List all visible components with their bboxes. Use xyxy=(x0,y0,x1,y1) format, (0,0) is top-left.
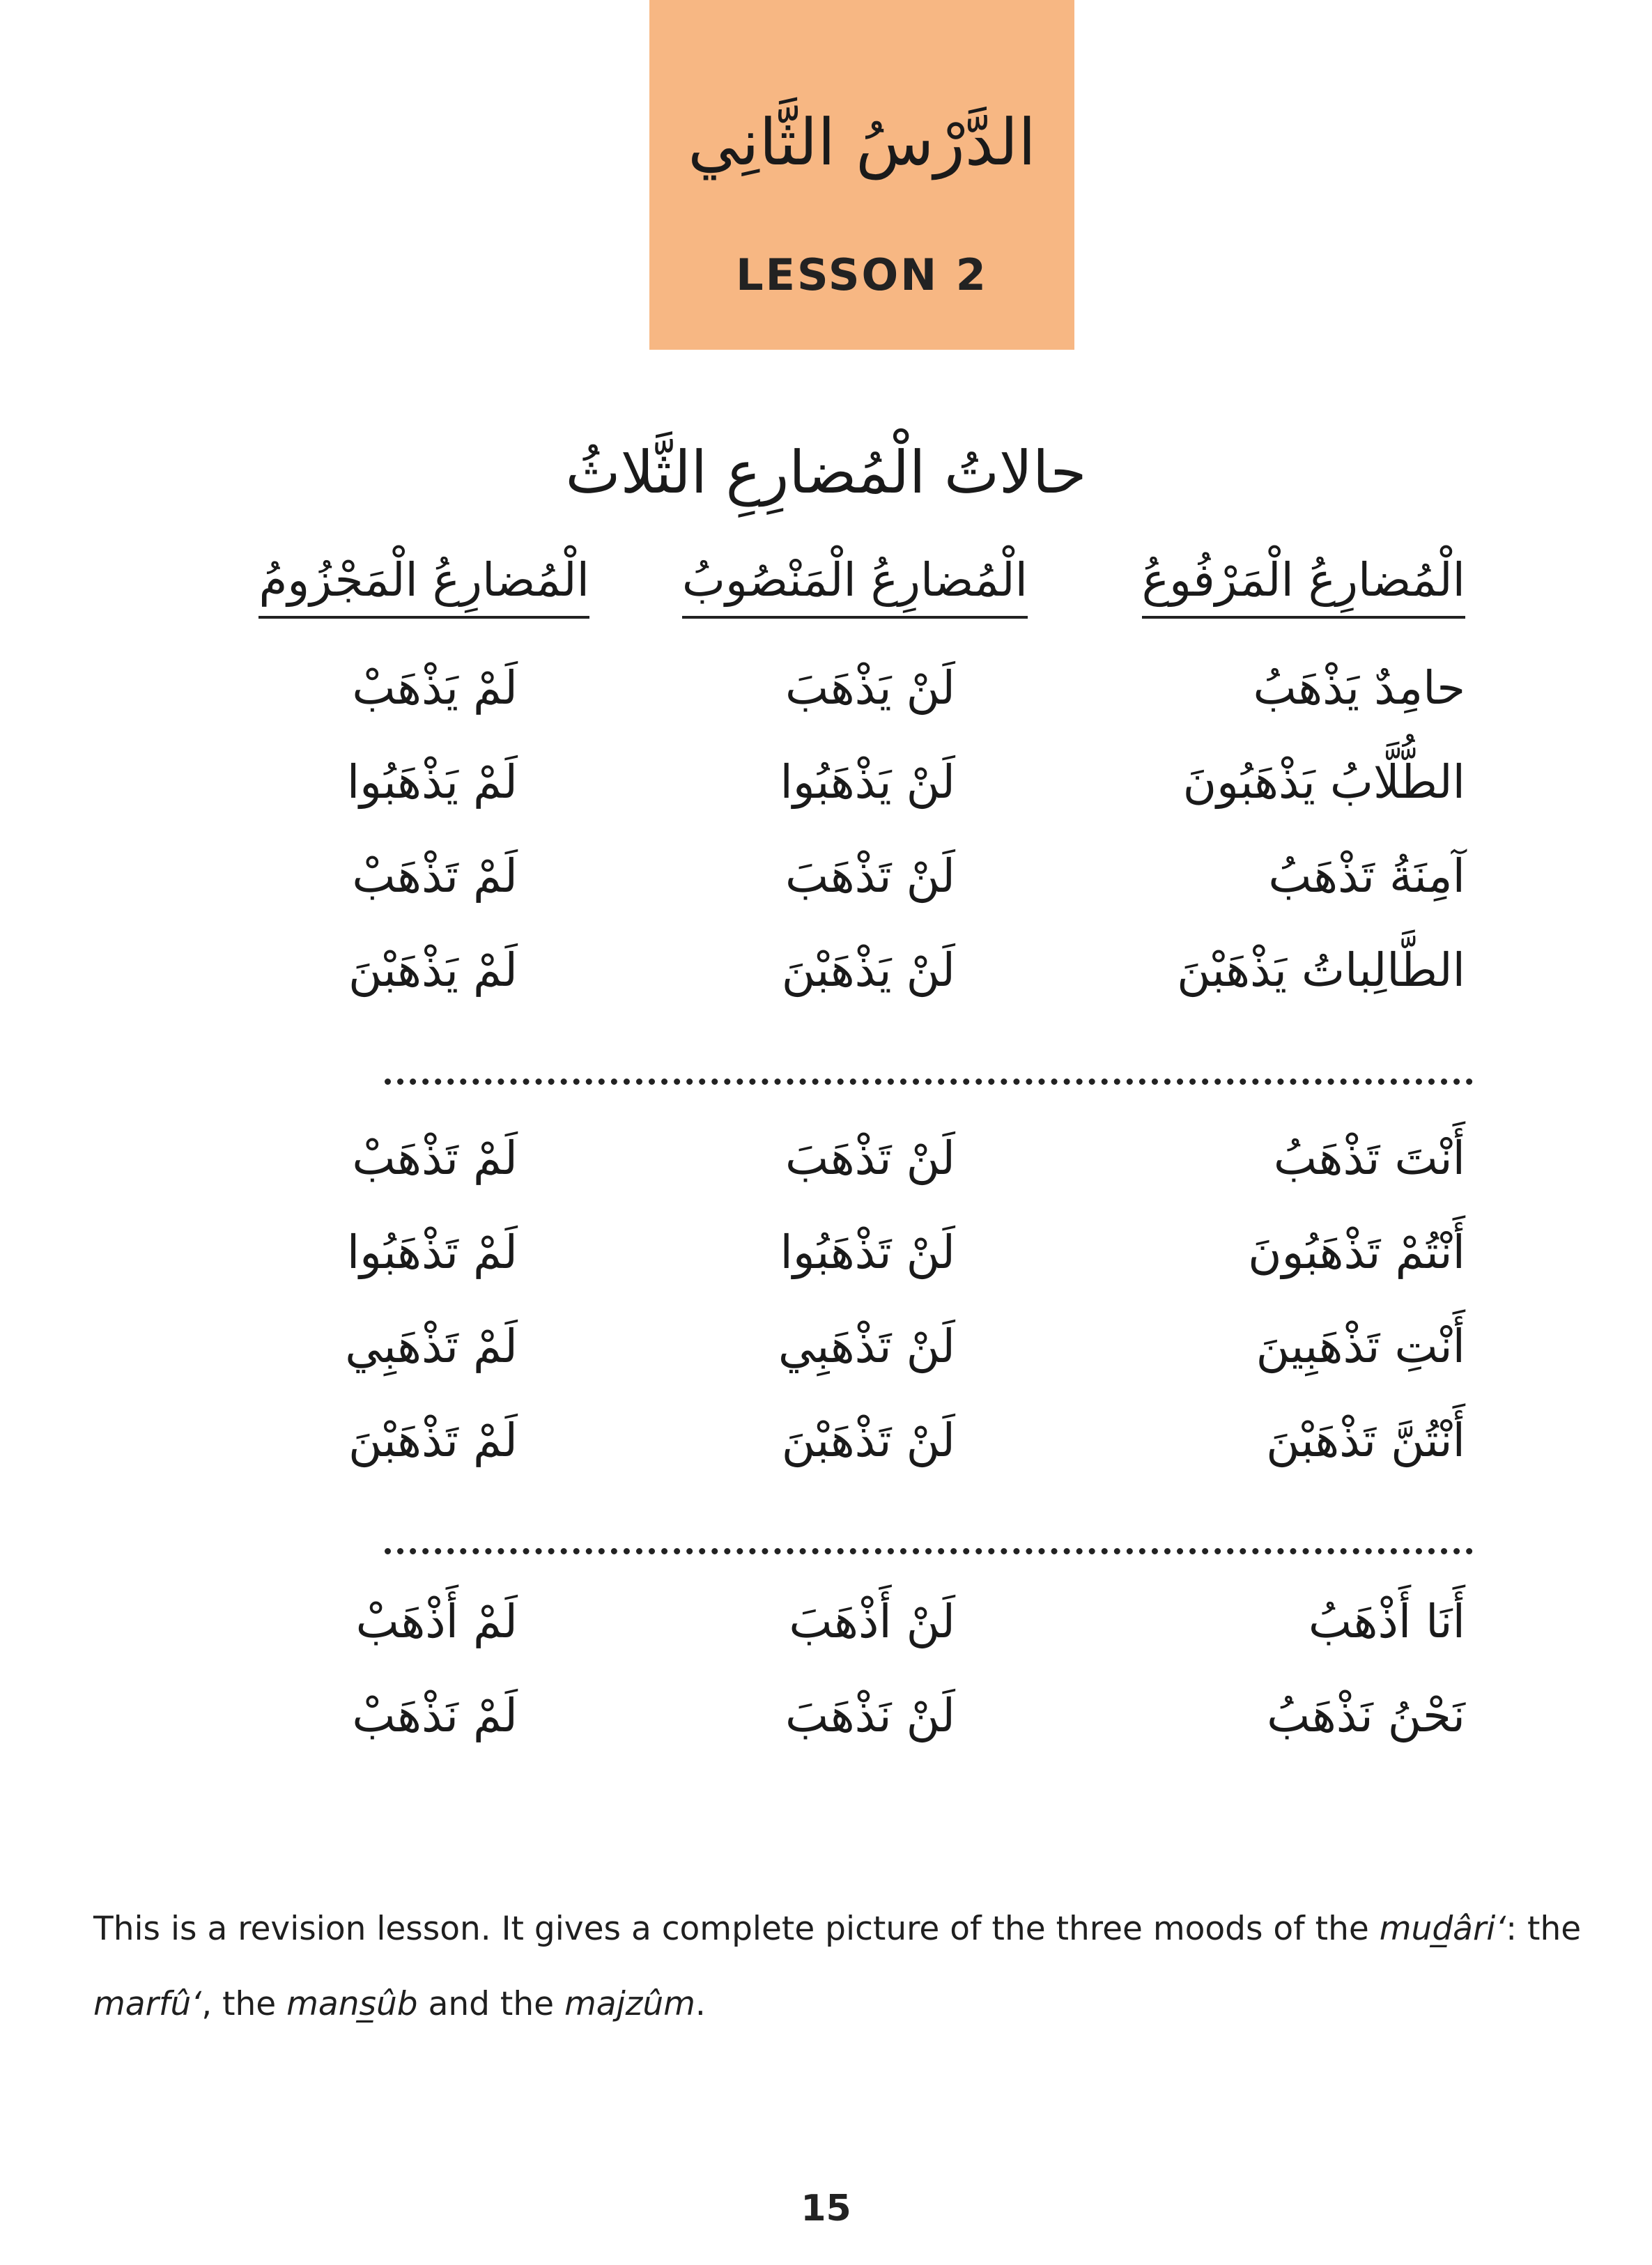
section-title: حالاتُ الْمُضارِعِ الثَّلاثُ xyxy=(565,438,1087,507)
table-row xyxy=(0,1223,1652,1306)
cell-marfu: آمِنَةُ تَذْهَبُ xyxy=(1268,849,1465,903)
cell-mansub: لَنْ يَذْهَبُوا xyxy=(780,755,955,809)
cell-marfu: أَنْتَ تَذْهَبُ xyxy=(1273,1131,1465,1185)
cell-majzum: لَمْ يَذْهَبْنَ xyxy=(348,943,518,997)
note-text-1: This is a revision lesson. It gives a complete picture of the three moods of the xyxy=(93,1910,1380,1948)
note-text-2: : the xyxy=(1506,1910,1582,1948)
cell-mansub: لَنْ نَذْهَبَ xyxy=(785,1689,955,1742)
cell-marfu: نَحْنُ نَذْهَبُ xyxy=(1267,1689,1465,1742)
cell-marfu: الطَّالِباتُ يَذْهَبْنَ xyxy=(1177,943,1465,997)
term-mudari: mud̲âri‘ xyxy=(1379,1910,1506,1948)
cell-marfu: حامِدٌ يَذْهَبُ xyxy=(1253,661,1465,715)
note-text-4: and the xyxy=(417,1985,565,2023)
cell-majzum: لَمْ يَذْهَبْ xyxy=(352,661,518,715)
cell-marfu: الطُّلَّابُ يَذْهَبُونَ xyxy=(1182,755,1465,809)
table-row xyxy=(0,1317,1652,1400)
cell-marfu: أَنْتِ تَذْهَبِينَ xyxy=(1256,1320,1465,1373)
table-row xyxy=(0,1592,1652,1676)
cell-majzum: لَمْ يَذْهَبُوا xyxy=(346,755,518,809)
cell-mansub: لَنْ تَذْهَبْنَ xyxy=(781,1414,955,1467)
lesson-header-box xyxy=(649,0,1074,350)
cell-majzum: لَمْ نَذْهَبْ xyxy=(352,1689,518,1742)
cell-mansub: لَنْ تَذْهَبَ xyxy=(785,849,955,903)
table-row xyxy=(0,1129,1652,1212)
table-row xyxy=(0,1411,1652,1494)
dotted-divider xyxy=(385,1548,1473,1554)
table-row xyxy=(0,941,1652,1024)
page-number: 15 xyxy=(801,2188,851,2229)
table-row xyxy=(0,847,1652,930)
term-mansub: mans̲ûb xyxy=(286,1985,418,2023)
lesson-arabic-title: الدَّرْسُ الثَّانِي xyxy=(688,105,1036,180)
dotted-divider xyxy=(385,1079,1473,1085)
cell-mansub: لَنْ تَذْهَبِي xyxy=(778,1320,955,1373)
cell-majzum: لَمْ أَذْهَبْ xyxy=(355,1595,518,1648)
explanation-paragraph xyxy=(93,1892,1626,2042)
lesson-english-title: LESSON 2 xyxy=(736,249,988,300)
header-majzum: الْمُضارِعُ الْمَجْزُومُ xyxy=(258,550,589,619)
cell-marfu: أَنَا أَذْهَبُ xyxy=(1308,1595,1465,1648)
cell-majzum: لَمْ تَذْهَبْ xyxy=(352,849,518,903)
header-marfu: الْمُضارِعُ الْمَرْفُوعُ xyxy=(1142,550,1465,619)
cell-majzum: لَمْ تَذْهَبْ xyxy=(352,1131,518,1185)
cell-mansub: لَنْ يَذْهَبَ xyxy=(785,661,955,715)
term-marfu: marfû‘ xyxy=(93,1985,202,2023)
table-row xyxy=(0,1686,1652,1770)
note-text-5: . xyxy=(695,1985,706,2023)
cell-mansub: لَنْ أَذْهَبَ xyxy=(789,1595,955,1648)
cell-majzum: لَمْ تَذْهَبُوا xyxy=(346,1226,518,1279)
cell-majzum: لَمْ تَذْهَبْنَ xyxy=(348,1414,518,1467)
term-majzum: majzûm xyxy=(564,1985,695,2023)
cell-marfu: أَنْتُمْ تَذْهَبُونَ xyxy=(1248,1226,1465,1279)
table-row xyxy=(0,752,1652,836)
cell-marfu: أَنْتُنَّ تَذْهَبْنَ xyxy=(1266,1414,1465,1467)
cell-majzum: لَمْ تَذْهَبِي xyxy=(345,1320,518,1373)
cell-mansub: لَنْ يَذْهَبْنَ xyxy=(781,943,955,997)
header-mansub: الْمُضارِعُ الْمَنْصُوبُ xyxy=(682,550,1028,619)
table-row xyxy=(0,658,1652,742)
cell-mansub: لَنْ تَذْهَبُوا xyxy=(780,1226,955,1279)
note-text-3: , the xyxy=(201,1985,287,2023)
cell-mansub: لَنْ تَذْهَبَ xyxy=(785,1131,955,1185)
